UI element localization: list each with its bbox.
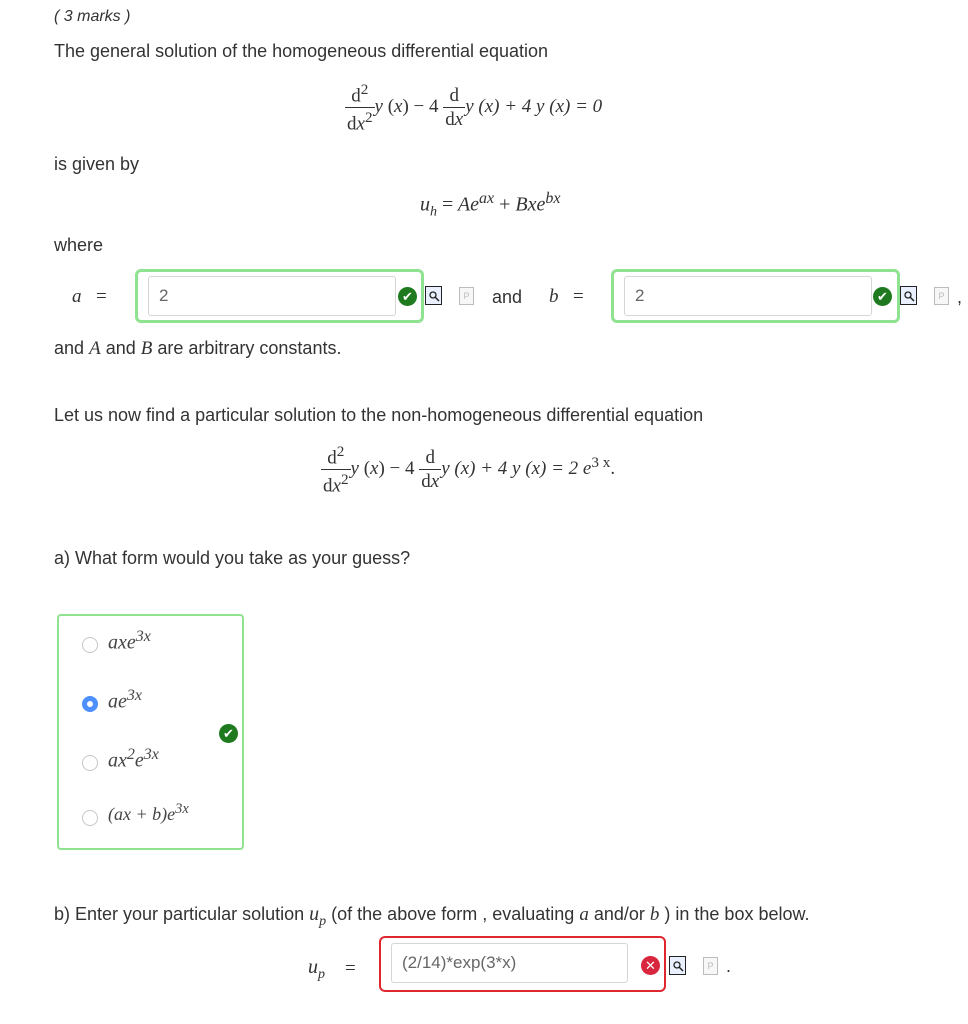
option-radio-1[interactable] — [82, 637, 98, 653]
paste-icon[interactable]: P — [934, 287, 949, 305]
const-a: A — [89, 338, 101, 359]
paste-icon[interactable]: P — [459, 287, 474, 305]
eq1-rhs: y (x) + 4 y (x) = 0 — [465, 96, 603, 118]
option-label-3[interactable]: $ax^2e^{3x}$ — [108, 746, 159, 772]
preview-icon[interactable] — [425, 286, 442, 305]
up-answer-frame — [379, 936, 666, 992]
const-b: B — [140, 338, 153, 359]
final-period: . — [726, 956, 732, 976]
constants-text: are arbitrary constants. — [157, 338, 342, 358]
up-equals: = — [345, 958, 356, 979]
non-homogeneous-equation: $\frac{d^2}{dx^2}$ y (x) − 4 $\frac{d}{dx}$ y (x) + 4 y (x) = 2 $e^{3 x}$. — [323, 443, 616, 497]
and-text: and — [492, 287, 523, 307]
up-answer-input[interactable] — [391, 943, 628, 983]
eq2-period: . — [610, 458, 616, 480]
option-radio-2[interactable] — [82, 696, 98, 712]
a-answer-frame — [135, 269, 424, 323]
constants-and-2: and — [105, 338, 136, 358]
given-by-text: is given by — [54, 154, 140, 174]
check-icon: ✔ — [398, 287, 417, 306]
intro-text: The general solution of the homogeneous differential equation — [54, 41, 549, 61]
cross-icon: ✕ — [641, 956, 660, 975]
comma: , — [957, 287, 963, 307]
eq2-exponent: 3 x — [591, 453, 611, 471]
constants-line — [54, 338, 341, 360]
option-radio-3[interactable] — [82, 755, 98, 771]
b-equals: = — [573, 286, 584, 307]
general-solution: $u_h = Ae^{ax} + Bxe^{bx}$ — [420, 190, 561, 220]
option-label-2[interactable]: $ae^{3x}$ — [108, 687, 142, 713]
part-b-question: b) Enter your particular solution $u_p$ (of the above form , evaluating a and/or b ) in the box below. — [54, 903, 810, 929]
homogeneous-equation: $\frac{d^2}{dx^2}$ y (x) − 4 $\frac{d}{dx}$ y (x) + 4 y (x) = 0 — [347, 81, 603, 135]
option-radio-4[interactable] — [82, 810, 98, 826]
eq2-rhs: y (x) + 4 y (x) = 2 e — [441, 458, 592, 480]
a-equals: = — [96, 286, 107, 307]
check-icon: ✔ — [219, 724, 238, 743]
check-icon: ✔ — [873, 287, 892, 306]
preview-icon[interactable] — [669, 956, 686, 975]
a-label: a — [72, 286, 82, 307]
option-label-4[interactable]: $(ax + b)e^{3x}$ — [108, 801, 189, 824]
part-a-question: a) What form would you take as your guess? — [54, 548, 411, 568]
up-label: $u_p$ — [308, 956, 325, 982]
option-label-1[interactable]: axe$^{3x}$ — [108, 628, 151, 654]
marks-label: ( 3 marks ) — [54, 8, 131, 25]
b-label: b — [549, 286, 559, 307]
b-answer-frame — [611, 269, 900, 323]
b-answer-input[interactable] — [624, 276, 872, 316]
non-homogeneous-intro: Let us now find a particular solution to the non-homogeneous differential equation — [54, 405, 704, 425]
a-answer-input[interactable] — [148, 276, 396, 316]
paste-icon[interactable]: P — [703, 957, 718, 975]
where-text: where — [54, 235, 104, 255]
preview-icon[interactable] — [900, 286, 917, 305]
constants-and: and — [54, 338, 85, 358]
